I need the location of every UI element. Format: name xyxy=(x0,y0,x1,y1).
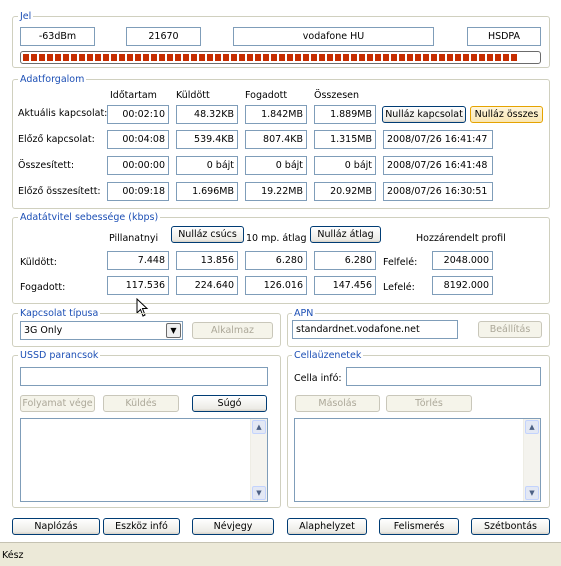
rssi-field: -63dBm xyxy=(20,27,95,46)
previous-sent: 539.4KB xyxy=(176,130,238,149)
summary-received: 0 bájt xyxy=(245,156,307,175)
reset-average-button[interactable]: Nulláz átlag xyxy=(310,226,381,243)
previous-summary-total: 20.92MB xyxy=(314,182,376,201)
scroll-down-icon[interactable]: ▼ xyxy=(525,486,539,500)
reset-all-button[interactable]: Nulláz összes xyxy=(470,106,543,123)
received-avg-secondary: 147.456 xyxy=(314,276,376,295)
received-avg: 126.016 xyxy=(245,276,307,295)
help-button[interactable]: Súgó xyxy=(192,395,267,412)
current-duration: 00:02:10 xyxy=(107,105,169,124)
current-sent: 48.32KB xyxy=(176,105,238,124)
delete-button[interactable]: Törlés xyxy=(386,395,472,412)
ussd-title: USSD parancsok xyxy=(20,350,99,361)
ussd-input[interactable] xyxy=(20,367,268,386)
scroll-up-icon[interactable]: ▲ xyxy=(252,420,266,434)
speed-row-label: Küldött: xyxy=(20,257,57,268)
traffic-row-label: Összesített: xyxy=(18,160,75,171)
cell-messages-area[interactable] xyxy=(294,418,541,502)
device-info-button[interactable]: Eszköz infó xyxy=(103,518,180,535)
reset-defaults-button[interactable]: Alaphelyzet xyxy=(287,518,367,535)
header-duration: Időtartam xyxy=(110,90,157,101)
detect-button[interactable]: Felismerés xyxy=(379,518,459,535)
traffic-row-label: Aktuális kapcsolat: xyxy=(18,108,108,119)
cell-broadcast-title: Cellaüzenetek xyxy=(294,350,362,361)
traffic-row-label: Előző kapcsolat: xyxy=(18,134,95,145)
chevron-down-icon[interactable]: ▼ xyxy=(166,323,181,338)
apply-button[interactable]: Alkalmaz xyxy=(192,322,273,339)
status-text: Kész xyxy=(2,550,24,561)
send-button[interactable]: Küldés xyxy=(103,395,179,412)
current-total: 1.889MB xyxy=(314,105,376,124)
header-total: Összesen xyxy=(314,90,360,101)
reset-peak-button[interactable]: Nulláz csúcs xyxy=(171,226,244,243)
previous-summary-sent: 1.696MB xyxy=(176,182,238,201)
previous-received: 807.4KB xyxy=(245,130,307,149)
connection-type-title: Kapcsolat típusa xyxy=(20,308,99,319)
summary-date: 2008/07/26 16:41:48 xyxy=(383,156,493,175)
status-bar xyxy=(0,542,561,566)
ussd-scrollbar[interactable] xyxy=(250,419,267,501)
upload-label: Felfelé: xyxy=(383,257,418,268)
avg-label: 10 mp. átlag xyxy=(246,233,307,244)
connection-type-select[interactable] xyxy=(20,321,183,340)
header-sent: Küldött xyxy=(176,90,210,101)
previous-summary-received: 19.22MB xyxy=(245,182,307,201)
previous-total: 1.315MB xyxy=(314,130,376,149)
copy-button[interactable]: Másolás xyxy=(295,395,380,412)
cell-messages-scrollbar[interactable] xyxy=(523,419,540,501)
sent-avg: 6.280 xyxy=(245,251,307,270)
scroll-down-icon[interactable]: ▼ xyxy=(252,486,266,500)
about-button[interactable]: Névjegy xyxy=(192,518,274,535)
operator-field: vodafone HU xyxy=(233,27,434,46)
cell-info-field xyxy=(346,367,541,386)
logging-button[interactable]: Naplózás xyxy=(12,518,100,535)
cell-id-field: 21670 xyxy=(126,27,201,46)
profile-label: Hozzárendelt profil xyxy=(416,233,506,244)
summary-duration: 00:00:00 xyxy=(107,156,169,175)
apn-input[interactable]: standardnet.vodafone.net xyxy=(292,320,458,339)
instant-label: Pillanatnyi xyxy=(109,233,159,244)
previous-summary-date: 2008/07/26 16:30:51 xyxy=(383,182,493,201)
apn-title: APN xyxy=(294,308,314,319)
sent-instant: 7.448 xyxy=(107,251,169,270)
signal-group-title: Jel xyxy=(20,11,32,22)
current-received: 1.842MB xyxy=(245,105,307,124)
received-peak: 224.640 xyxy=(176,276,238,295)
signal-strength-bar xyxy=(20,51,541,64)
download-profile: 8192.000 xyxy=(432,276,493,295)
header-received: Fogadott xyxy=(245,90,288,101)
reset-connection-button[interactable]: Nulláz kapcsolat xyxy=(382,106,466,123)
upload-profile: 2048.000 xyxy=(432,251,493,270)
end-process-button[interactable]: Folyamat vége xyxy=(20,395,95,412)
summary-sent: 0 bájt xyxy=(176,156,238,175)
cell-info-label: Cella infó: xyxy=(294,373,342,384)
sent-avg-secondary: 6.280 xyxy=(314,251,376,270)
network-type-field: HSDPA xyxy=(467,27,541,46)
scroll-up-icon[interactable]: ▲ xyxy=(525,420,539,434)
ussd-output-area[interactable] xyxy=(20,418,268,502)
speed-row-label: Fogadott: xyxy=(20,282,66,293)
traffic-row-label: Előző összesített: xyxy=(18,186,101,197)
signal-strength-fill xyxy=(23,54,517,61)
previous-duration: 00:04:08 xyxy=(107,130,169,149)
speed-group-title: Adatátvitel sebessége (kbps) xyxy=(20,212,159,223)
previous-date: 2008/07/26 16:41:47 xyxy=(383,130,493,149)
traffic-group-title: Adatforgalom xyxy=(20,74,85,85)
summary-total: 0 bájt xyxy=(314,156,376,175)
disconnect-button[interactable]: Szétbontás xyxy=(471,518,550,535)
apn-settings-button[interactable]: Beállítás xyxy=(478,321,542,338)
received-instant: 117.536 xyxy=(107,276,169,295)
sent-peak: 13.856 xyxy=(176,251,238,270)
previous-summary-duration: 00:09:18 xyxy=(107,182,169,201)
connection-type-value: 3G Only xyxy=(24,325,63,336)
download-label: Lefelé: xyxy=(383,282,415,293)
